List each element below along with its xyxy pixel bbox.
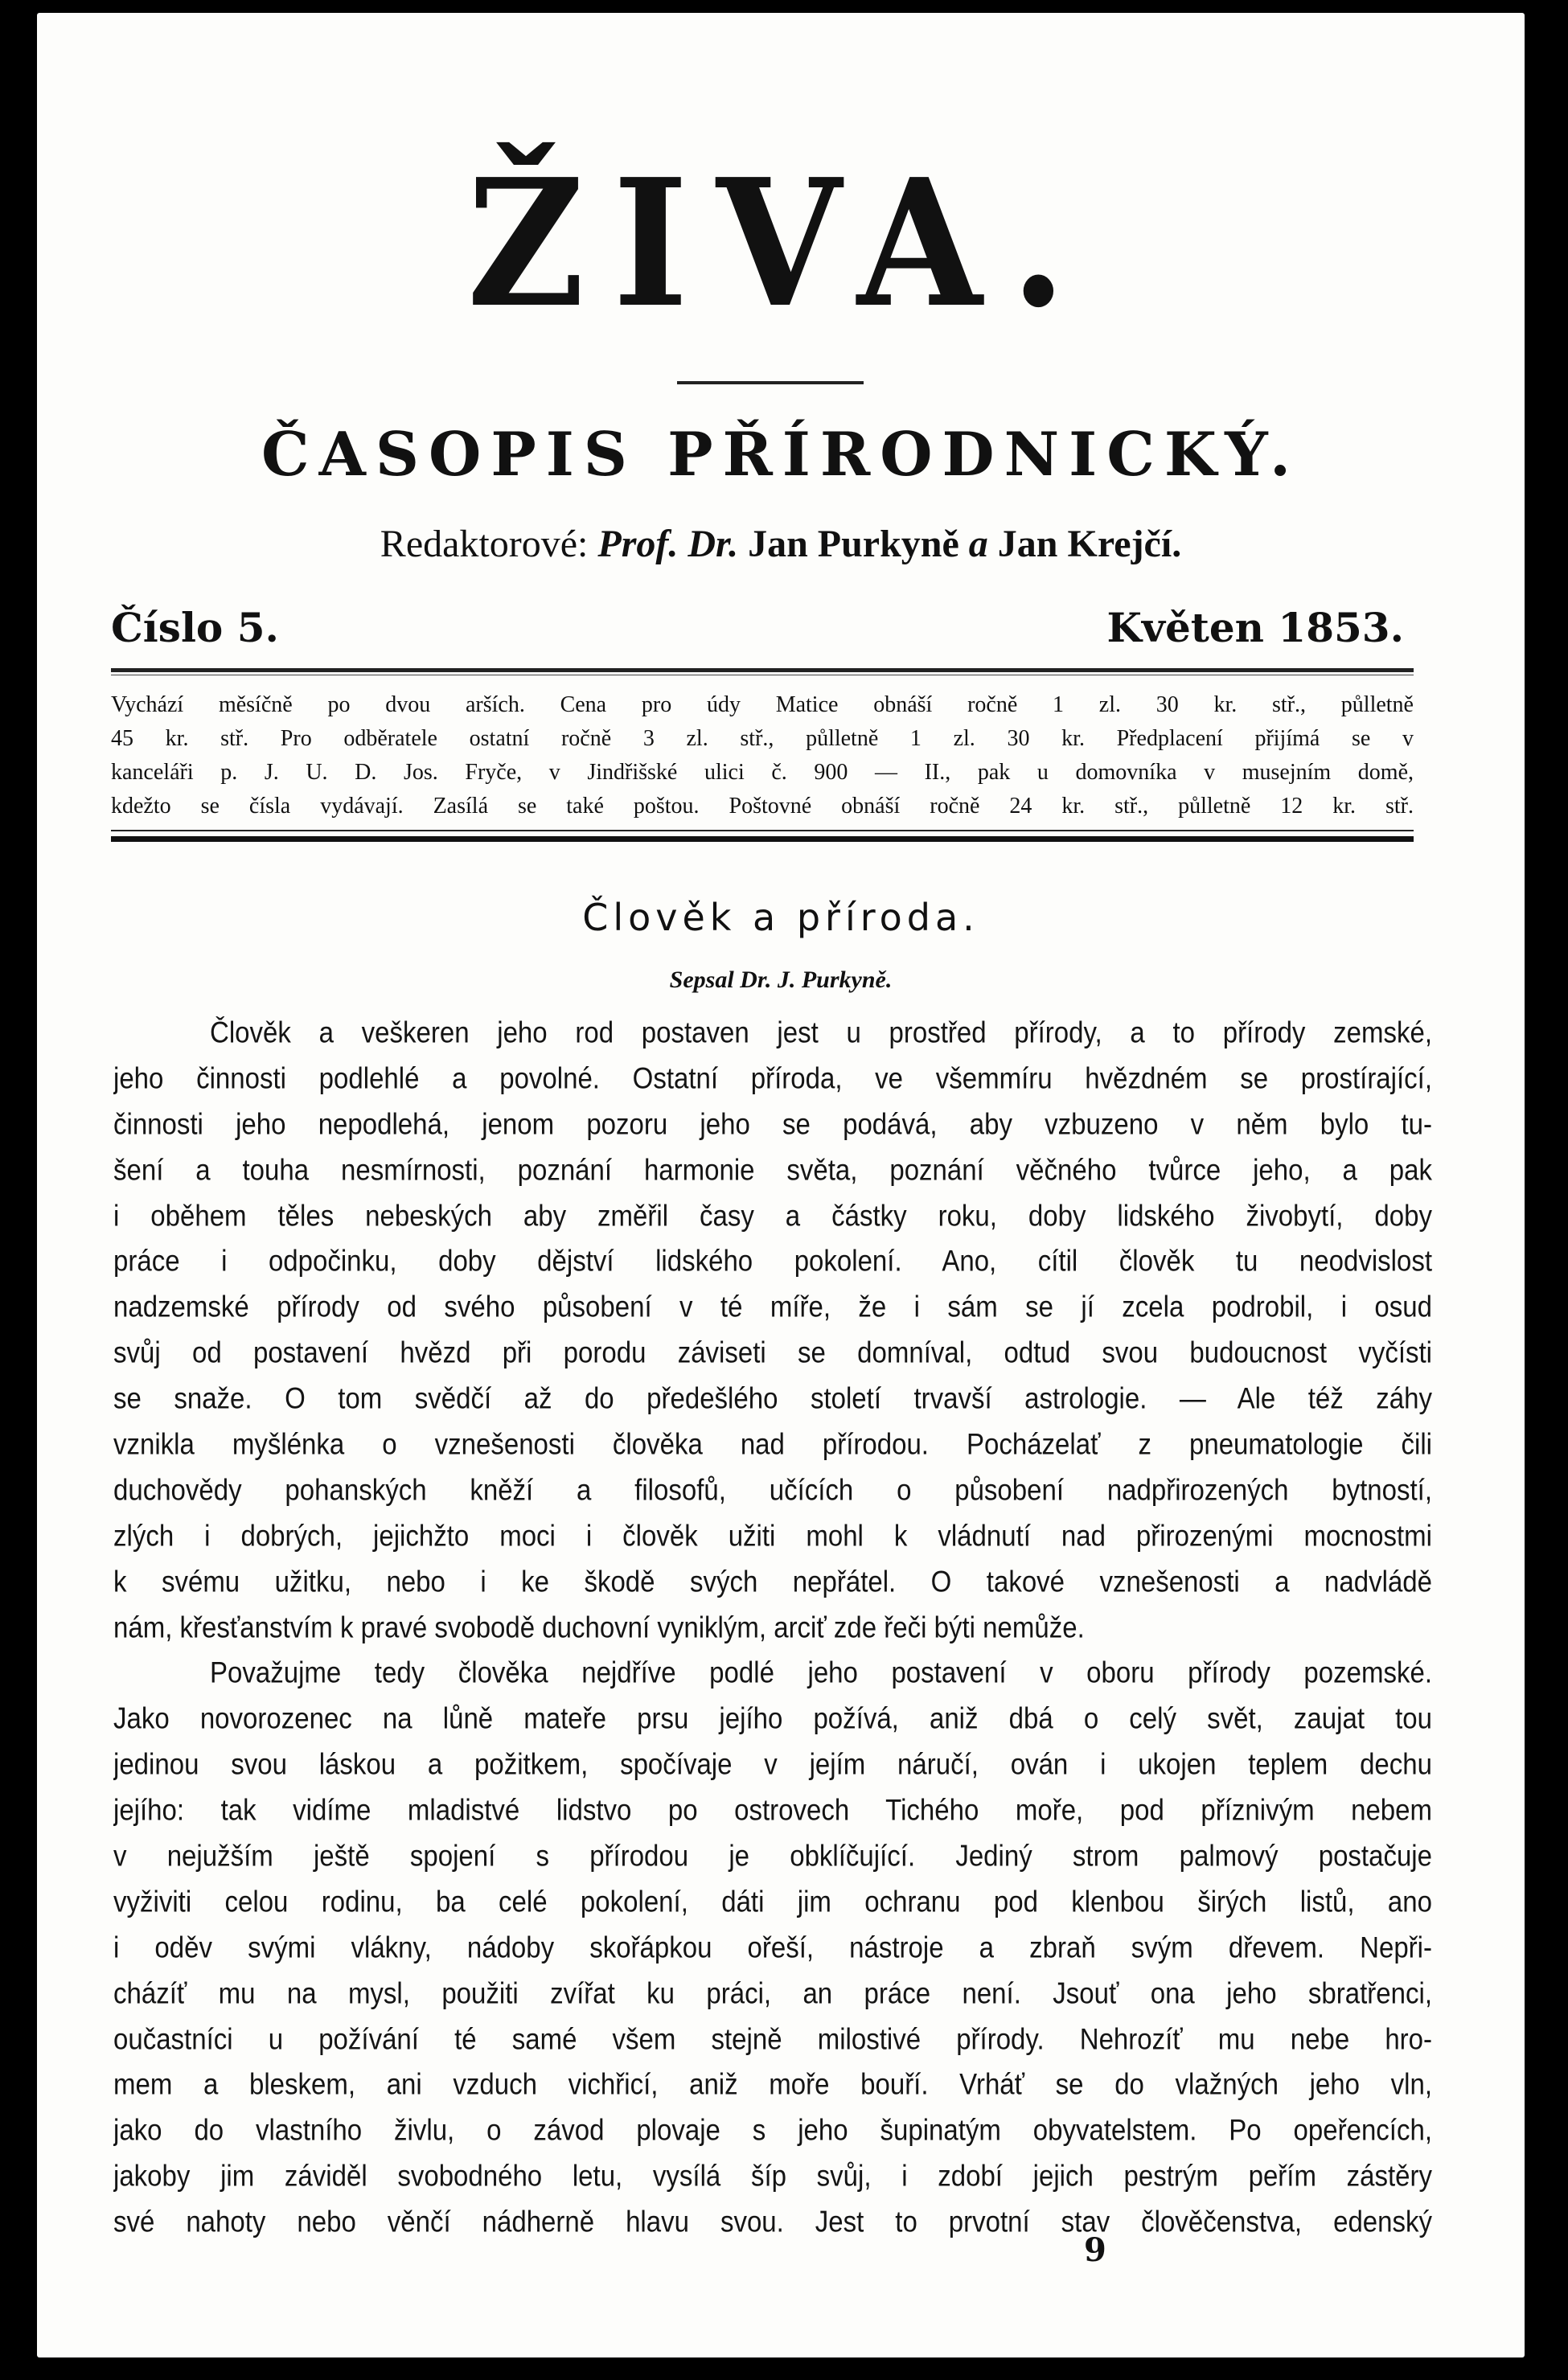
text-line: Člověk a veškeren jeho rod postaven jest u prostřed přírody, a to přírody zemské, [210, 1015, 1432, 1049]
text-line: mem a bleskem, ani vzduch vichřicí, aniž moře bouří. Vrháť se do vlažných jeho vln, [113, 2067, 1432, 2101]
text-line: jejího: tak vidíme mladistvé lidstvo po ostrovech Tichého moře, pod příznivým nebem [113, 1792, 1432, 1827]
text-line: cházíť mu na mysl, použiti zvířat ku práci, an práce není. Jsouť ona jeho sbratřenci, [113, 1976, 1432, 2009]
text-line: Jako novorozenec na lůně mateře prsu jejího požívá, aniž dbá o celý svět, zaujat tou [113, 1701, 1432, 1735]
paragraph-1 [113, 1010, 1432, 1650]
text-line: jedinou svou láskou a požitkem, spočívaje v jejím náručí, ován i ukojen teplem dechu [113, 1746, 1432, 1781]
paragraph-2 [113, 1650, 1432, 2245]
article-byline: Sepsal Dr. J. Purkyně. [669, 966, 893, 993]
text-line: v nejužším ještě spojení s přírodou je obklíčující. Jediný strom palmový postačuje [113, 1838, 1432, 1873]
article-body [113, 1010, 1432, 2245]
text-line: práce i odpočinku, doby dějství lidského pokolení. Ano, cítil člověk tu neodvislost [113, 1244, 1432, 1278]
text-line: jakoby jim záviděl svobodného letu, vysílá šíp svůj, i zdobí jejich pestrým peřím zástěry [113, 2158, 1432, 2193]
notice-line: 45 kr. stř. Pro odběratele ostatní ročně 3 zl. stř., půlletně 1 zl. 30 kr. Předplacení přijímá se v [111, 726, 1414, 751]
text-line: se snaže. O tom svědčí až do předešlého století trvavší astrologie. — Ale též záhy [113, 1381, 1432, 1415]
text-line: oučastníci u požívání té samé všem stejně milostivé přírody. Nehrozíť mu nebe hro- [113, 2021, 1432, 2055]
notice-line: Vychází měsíčně po dvou arších. Cena pro údy Matice obnáší ročně 1 zl. 30 kr. stř., půlletně [111, 692, 1414, 717]
text-line: vznikla myšlénka o vznešenosti člověka nad přírodou. Pocházelať z pneumatologie čili [113, 1426, 1432, 1461]
editors-label: Redaktorové: [380, 523, 589, 565]
text-line: svůj od postavení hvězd při porodu záviseti se domníval, odtud svou budoucnost vyčísti [113, 1335, 1432, 1369]
subscription-notice [111, 688, 1414, 823]
editor-1: Jan Purkyně [748, 523, 959, 565]
notice-rule-top [111, 668, 1414, 672]
text-line: nadzemské přírody od svého působení v té míře, že i sám se jí zcela podrobil, i osud [113, 1290, 1432, 1323]
editor-2: Jan Krejčí. [997, 523, 1182, 565]
text-line: šení a touha nesmírnosti, poznání harmonie světa, poznání věčného tvůrce jeho, a pak [113, 1152, 1432, 1186]
text-line: své nahoty nebo věnčí nádherně hlavu svou. Jest to prvotní stav člověčenstva, edenský [113, 2204, 1432, 2238]
text-line: zlých i dobrých, jejichžto moci i člověk užiti mohl k vládnutí nad přirozenými mocnostmi [113, 1518, 1432, 1552]
issue-date: Květen 1853. [1106, 604, 1404, 651]
text-line: jeho činnosti podlehlé a povolné. Ostatní příroda, ve všemmíru hvězdném se prostírající, [113, 1061, 1432, 1094]
text-line: i oběhem těles nebeských aby změřil časy a částky roku, doby lidského živobytí, doby [113, 1198, 1432, 1232]
journal-title: ŽIVA. [466, 141, 1095, 347]
notice-line: kdežto se čísla vydávají. Zasílá se také poštou. Poštovné obnáší ročně 24 kr. stř., půlletně 12 kr. stř. [111, 794, 1414, 819]
text-line: Považujme tedy člověka nejdříve podlé jeho postavení v oboru přírody pozemské. [210, 1656, 1432, 1689]
text-line: i oděv svými vlákny, nádoby skořápkou ořeší, nástroje a zbraň svým dřevem. Nepři- [113, 1930, 1432, 1964]
masthead-rule [677, 381, 864, 384]
issue-number: Číslo 5. [111, 604, 279, 651]
journal-subtitle: ČASOPIS PŘÍRODNICKÝ. [261, 419, 1301, 490]
notice-rule-bottom [111, 836, 1414, 842]
article-title: Člověk a příroda. [582, 896, 979, 939]
text-line: činnosti jeho nepodlehá, jenom pozoru jeho se podává, aby vzbuzeno v něm bylo tu- [113, 1106, 1432, 1140]
text-line: duchovědy pohanských kněží a filosofů, učících o působení nadpřirozených bytností, [113, 1472, 1432, 1507]
text-line: vyživiti celou rodinu, ba celé pokolení, dáti jim ochranu pod klenbou širých listů, ano [113, 1884, 1432, 1918]
notice-rule-bottom-thin [111, 830, 1414, 831]
editors-and: a [968, 523, 988, 565]
paper-sheet [37, 13, 1525, 2357]
editors-title: Prof. Dr. [597, 523, 739, 565]
text-line: jako do vlastního živlu, o závod plovaje s jeho šupinatým obyvatelstem. Po opeřencích, [113, 2113, 1432, 2147]
text-line: nám, křesťanstvím k pravé svobodě duchovní vyniklým, arciť zde řeči býti nemůže. [113, 1610, 1085, 1643]
page-number: 9 [1084, 2231, 1106, 2269]
notice-line: kanceláři p. J. U. D. Jos. Fryče, v Jindřišské ulici č. 900 — II., pak u domovníka v musejním domě, [111, 760, 1414, 785]
text-line: k svému užitku, nebo i ke škodě svých nepřátel. O takové vznešenosti a nadvládě [113, 1564, 1432, 1598]
editors-line [37, 525, 1525, 564]
